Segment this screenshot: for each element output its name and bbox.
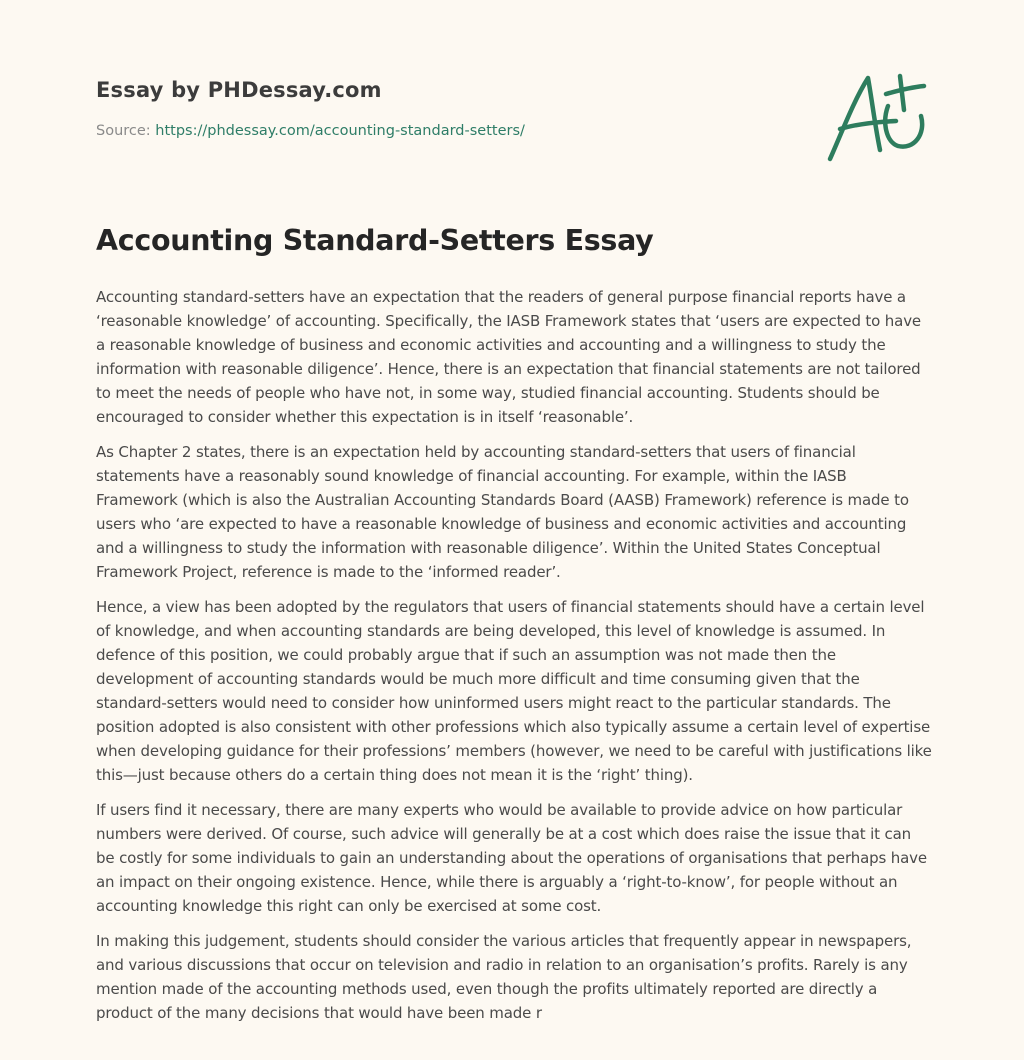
site-title: Essay by PHDessay.com (96, 78, 382, 102)
source-link[interactable]: https://phdessay.com/accounting-standard-setters/ (155, 123, 525, 139)
essay-header (96, 78, 816, 139)
essay-paragraph: If users find it necessary, there are many experts who would be available to provide advice on how particular numbers were derived. Of course, such advice will generally be at a cost which does raise the issue that it can be costly for some individuals to gain an understanding about the operations of organisations that perhaps have an impact on their ongoing existence. Hence, while there is arguably a ‘right-to-know’, for people without an accounting knowledge this right can only be exercised at some cost. (96, 801, 927, 915)
essay-paragraph: As Chapter 2 states, there is an expectation held by accounting standard-setters that users of financial statements have a reasonably sound knowledge of financial accounting. For example, within the IASB Framework (which is also the Australian Accounting Standards Board (AASB) Framework) reference is made to users who ‘are expected to have a reasonable knowledge of business and economic activities and accounting and a willingness to study the information with reasonable diligence’. Within the United States Conceptual Framework Project, reference is made to the ‘informed reader’. (96, 443, 909, 581)
essay-title: Accounting Standard-Setters Essay (96, 224, 654, 257)
essay-paragraph: In making this judgement, students should consider the various articles that frequently appear in newspapers, and various discussions that occur on television and radio in relation to an organisation’s profits. Rarely is any mention made of the accounting methods used, even though the profits ultimately reported are directly a product of the many decisions that would have been made r (96, 932, 912, 1022)
source-line (96, 123, 816, 139)
a-plus-logo-icon (820, 66, 930, 166)
essay-paragraph: Hence, a view has been adopted by the regulators that users of financial statements should have a certain level of knowledge, and when accounting standards are being developed, this level of knowledge is assumed. In defence of this position, we could probably argue that if such an assumption was not made then the development of accounting standards would be much more difficult and time consuming given that the standard-setters would need to consider how uninformed users might react to the particular standards. The position adopted is also consistent with other professions which also typically assume a certain level of expertise when developing guidance for their professions’ members (however, we need to be careful with justifications like this—just because others do a certain thing does not mean it is the ‘right’ thing). (96, 598, 932, 784)
essay-paragraph: Accounting standard-setters have an expectation that the readers of general purpose financial reports have a ‘reasonable knowledge’ of accounting. Specifically, the IASB Framework states that ‘users are expected to have a reasonable knowledge of business and economic activities and accounting and a willingness to study the information with reasonable diligence’. Hence, there is an expectation that financial statements are not tailored to meet the needs of people who have not, in some way, studied financial accounting. Students should be encouraged to consider whether this expectation is in itself ‘reasonable’. (96, 288, 922, 426)
essay-body (96, 285, 932, 1036)
source-label: Source: (96, 123, 151, 139)
